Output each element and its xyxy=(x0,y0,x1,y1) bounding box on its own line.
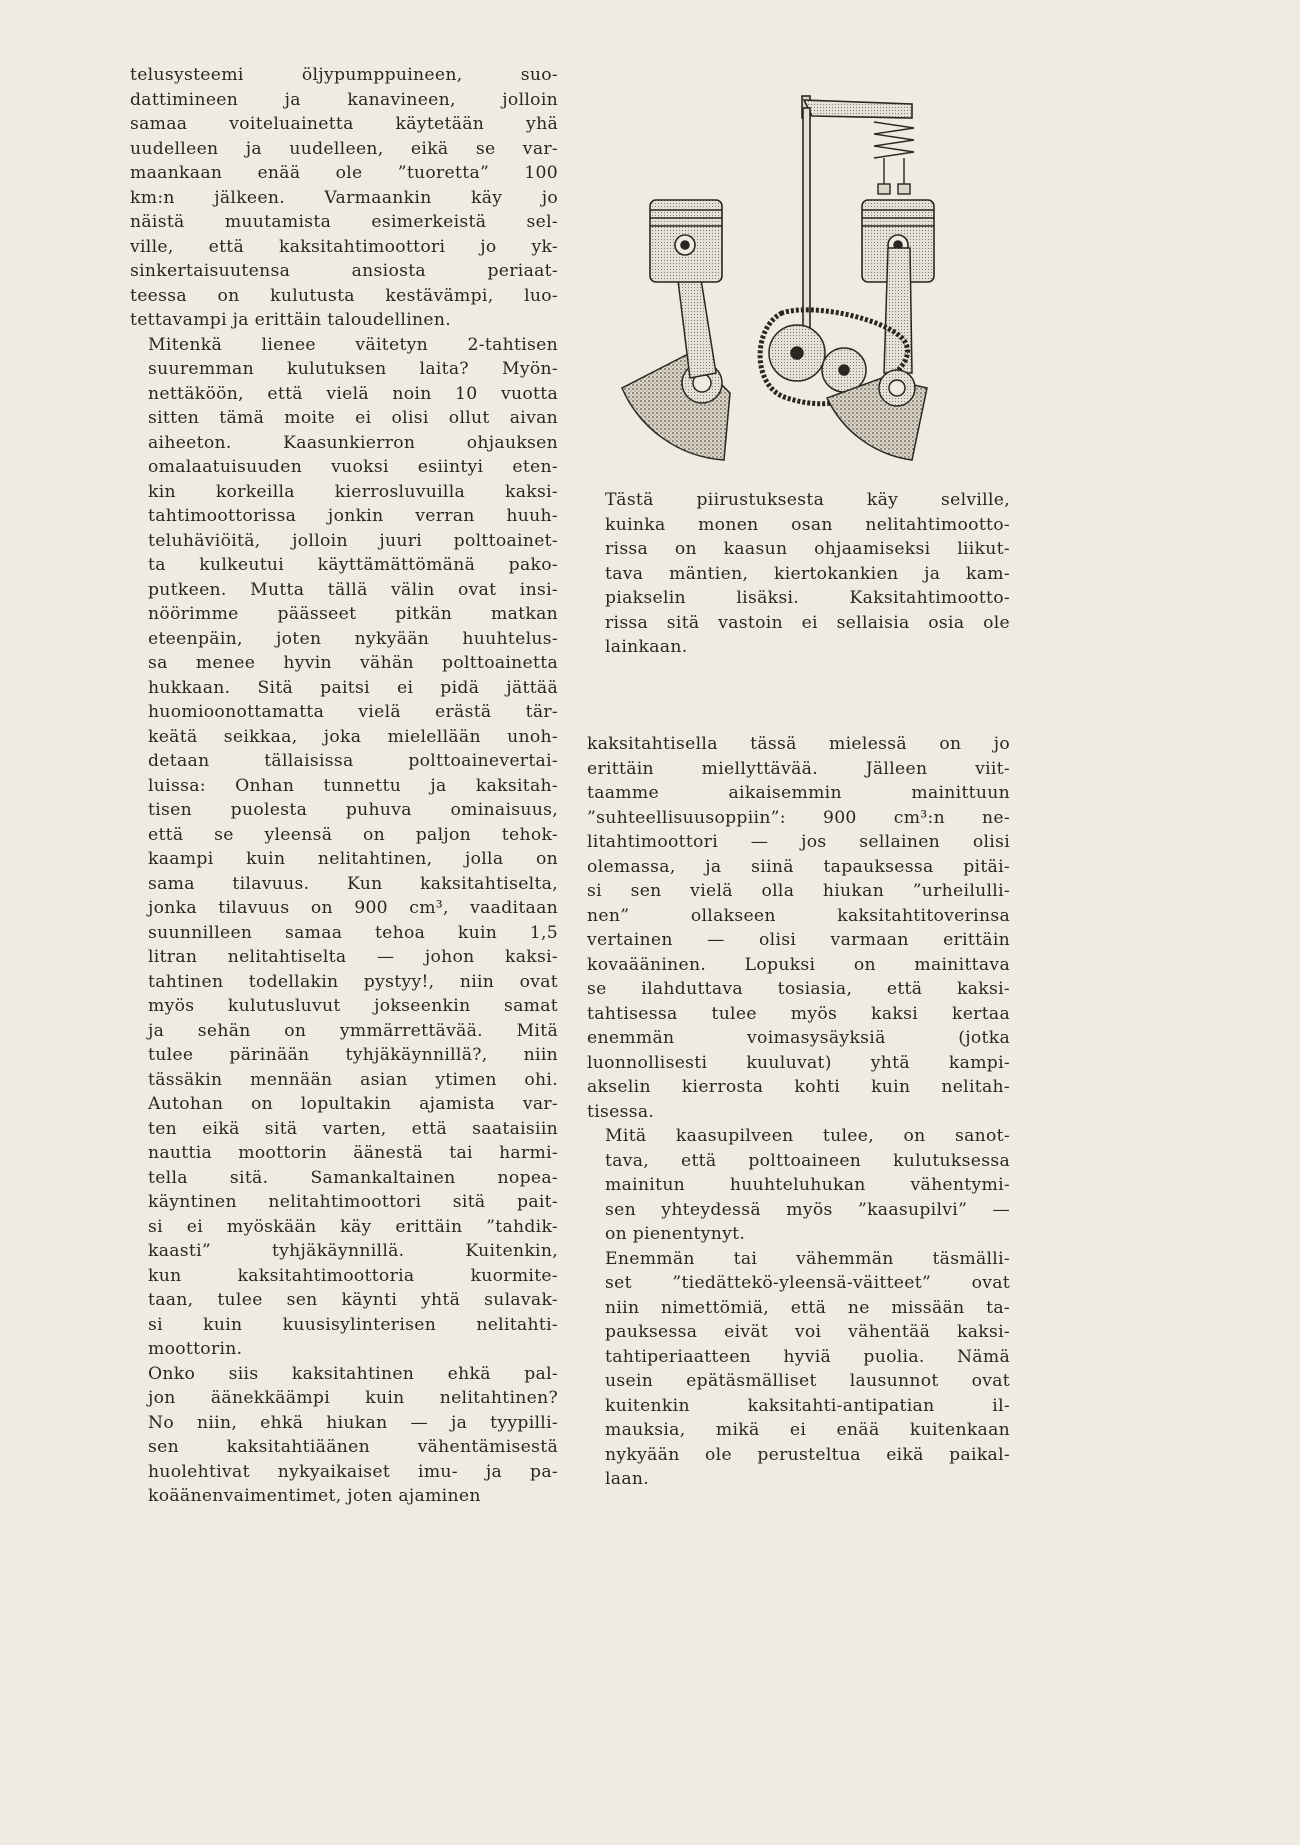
text-line: jon äänekkäämpi kuin nelitahtinen? xyxy=(148,1388,558,1408)
text-line: kovaääninen. Lopuksi on mainittava xyxy=(587,954,1010,975)
paragraph xyxy=(130,1362,558,1509)
text-line: litran nelitahtiselta — johon kaksi- xyxy=(148,947,558,967)
text-line: tisessa. xyxy=(587,1101,655,1122)
text-line: samaa voiteluainetta käytetään yhä xyxy=(130,114,558,134)
text-line: Mitenkä lienee väitetyn 2-tahtisen xyxy=(148,334,558,355)
text-line: ja sehän on ymmärrettävää. Mitä xyxy=(148,1020,558,1041)
text-line: detaan tällaisissa polttoainevertai- xyxy=(148,751,558,771)
text-line: kaasti” tyhjäkäynnillä. Kuitenkin, xyxy=(148,1241,558,1261)
text-line: tisen puolesta puhuva ominaisuus, xyxy=(148,800,558,820)
valve-springs xyxy=(874,122,914,194)
paragraph xyxy=(130,63,558,333)
text-line: Enemmän tai vähemmän täsmälli- xyxy=(605,1248,1010,1269)
four-stroke-engine-icon xyxy=(612,88,1012,473)
text-line: myös kulutusluvut jokseenkin samat xyxy=(148,996,558,1016)
text-line: ”suhteellisuusoppiin”: 900 cm³:n ne- xyxy=(587,807,1010,828)
text-line: nen” ollakseen kaksitahtitoverinsa xyxy=(587,905,1010,926)
text-line: si ei myöskään käy erittäin ”tahdik- xyxy=(148,1216,558,1237)
figure-caption xyxy=(587,488,1010,660)
left-piston xyxy=(650,200,722,282)
text-line: tahtisessa tulee myös kaksi kertaa xyxy=(587,1003,1010,1024)
text-line: se ilahduttava tosiasia, että kaksi- xyxy=(587,979,1010,999)
text-line: km:n jälkeen. Varmaankin käy jo xyxy=(130,187,558,208)
text-line: ten eikä sitä varten, että saataisiin xyxy=(148,1118,558,1139)
text-line: erittäin miellyttävää. Jälleen viit- xyxy=(587,758,1010,779)
text-line: sen yhteydessä myös ”kaasupilvi” — xyxy=(605,1199,1010,1220)
text-line: enemmän voimasysäyksiä (jotka xyxy=(587,1028,1010,1048)
text-line: moottorin. xyxy=(148,1339,243,1359)
text-line: tella sitä. Samankaltainen nopea- xyxy=(148,1167,558,1188)
text-line: nykyään ole perusteltua eikä paikal- xyxy=(605,1444,1010,1465)
text-line: tahtiperiaatteen hyviä puolia. Nämä xyxy=(605,1346,1010,1367)
text-line: olemassa, ja siinä tapauksessa pitäi- xyxy=(587,856,1010,877)
text-line: mainitun huuhteluhukan vähentymi- xyxy=(605,1175,1010,1195)
text-line: maankaan enää ole ”tuoretta” 100 xyxy=(130,163,558,183)
text-line: teluhäviöitä, jolloin juuri polttoainet- xyxy=(148,530,558,551)
text-line: taan, tulee sen käynti yhtä sulavak- xyxy=(148,1290,558,1310)
text-line: kin korkeilla kierrosluvuilla kaksi- xyxy=(148,481,558,502)
text-line: Tästä piirustuksesta käy selville, xyxy=(605,490,1010,510)
text-line: kaksitahtisella tässä mielessä on jo xyxy=(587,734,1010,754)
text-line: että se yleensä on paljon tehok- xyxy=(148,824,558,845)
text-line: taamme aikaisemmin mainittuun xyxy=(587,783,1010,803)
text-line: kaampi kuin nelitahtinen, jolla on xyxy=(148,849,558,869)
text-line: sama tilavuus. Kun kaksitahtiselta, xyxy=(148,873,558,894)
text-line: telusysteemi öljypumppuineen, suo- xyxy=(130,65,558,85)
text-line: niin nimettömiä, että ne missään ta- xyxy=(605,1297,1010,1318)
text-line: huolehtivat nykyaikaiset imu- ja pa- xyxy=(148,1461,558,1482)
text-line: tava mäntien, kiertokankien ja kam- xyxy=(605,563,1010,584)
text-line: akselin kierrosta kohti kuin nelitah- xyxy=(587,1077,1010,1097)
text-line: rissa on kaasun ohjaamiseksi liikut- xyxy=(605,539,1010,559)
right-connecting-rod xyxy=(884,248,912,373)
text-line: koäänenvaimentimet, joten ajaminen xyxy=(148,1486,481,1506)
text-line: aiheeton. Kaasunkierron ohjauksen xyxy=(148,432,558,453)
text-line: keätä seikkaa, joka mielellään unoh- xyxy=(148,726,558,747)
left-column xyxy=(130,63,558,1509)
text-line: kun kaksitahtimoottoria kuormite- xyxy=(148,1265,558,1286)
text-line: lainkaan. xyxy=(605,637,688,657)
cam-gear xyxy=(769,325,866,392)
text-line: tahtimoottorissa jonkin verran huuh- xyxy=(148,506,558,526)
text-line: hukkaan. Sitä paitsi ei pidä jättää xyxy=(148,677,558,698)
text-line: omalaatuisuuden vuoksi esiintyi eten- xyxy=(148,457,558,477)
text-line: Onko siis kaksitahtinen ehkä pal- xyxy=(148,1363,558,1384)
text-line: sen kaksitahtiäänen vähentämisestä xyxy=(148,1437,558,1457)
text-line: nettäköön, että vielä noin 10 vuotta xyxy=(148,383,558,404)
text-line: si kuin kuusisylinterisen nelitahti- xyxy=(148,1314,558,1335)
paragraph xyxy=(587,1247,1010,1492)
text-line: rissa sitä vastoin ei sellaisia osia ole xyxy=(605,612,1010,633)
paragraph xyxy=(587,732,1010,1124)
text-line: ville, että kaksitahtimoottori jo yk- xyxy=(130,236,558,257)
text-line: suuremman kulutuksen laita? Myön- xyxy=(148,359,558,379)
text-line: litahtimoottori — jos sellainen olisi xyxy=(587,832,1010,852)
paragraph xyxy=(587,1124,1010,1247)
text-line: luissa: Onhan tunnettu ja kaksitah- xyxy=(148,775,558,796)
text-line: ta kulkeutui käyttämättömänä pako- xyxy=(148,555,558,575)
text-line: usein epätäsmälliset lausunnot ovat xyxy=(605,1371,1010,1391)
text-line: on pienentynyt. xyxy=(605,1224,746,1244)
text-line: laan. xyxy=(605,1469,650,1489)
paragraph xyxy=(130,333,558,1362)
text-line: tässäkin mennään asian ytimen ohi. xyxy=(148,1069,558,1090)
text-line: kuinka monen osan nelitahtimootto- xyxy=(605,514,1010,535)
text-line: tulee pärinään tyhjäkäynnillä?, niin xyxy=(148,1045,558,1065)
text-line: luonnollisesti kuuluvat) yhtä kampi- xyxy=(587,1052,1010,1073)
text-line: nöörimme päässeet pitkän matkan xyxy=(148,604,558,624)
text-line: Autohan on lopultakin ajamista var- xyxy=(148,1094,558,1114)
right-column xyxy=(587,732,1010,1492)
text-line: sa menee hyvin vähän polttoainetta xyxy=(148,653,558,673)
paragraph xyxy=(587,488,1010,660)
text-line: vertainen — olisi varmaan erittäin xyxy=(587,930,1010,950)
text-line: pauksessa eivät voi vähentää kaksi- xyxy=(605,1322,1010,1342)
text-line: käyntinen nelitahtimoottori sitä pait- xyxy=(148,1192,558,1212)
text-line: teessa on kulutusta kestävämpi, luo- xyxy=(130,285,558,306)
text-line: uudelleen ja uudelleen, eikä se var- xyxy=(130,138,558,159)
text-line: si sen vielä olla hiukan ”urheilulli- xyxy=(587,881,1010,901)
text-line: nauttia moottorin äänestä tai harmi- xyxy=(148,1143,558,1163)
text-line: tava, että polttoaineen kulutuksessa xyxy=(605,1150,1010,1171)
text-line: Mitä kaasupilveen tulee, on sanot- xyxy=(605,1126,1010,1146)
text-line: tahtinen todellakin pystyy!, niin ovat xyxy=(148,971,558,992)
text-line: kuitenkin kaksitahti-antipatian il- xyxy=(605,1395,1010,1416)
text-line: set ”tiedättekö-yleensä-väitteet” ovat xyxy=(605,1273,1010,1293)
text-line: jonka tilavuus on 900 cm³, vaaditaan xyxy=(148,898,558,918)
text-line: piakselin lisäksi. Kaksitahtimootto- xyxy=(605,588,1010,608)
text-line: No niin, ehkä hiukan — ja tyypilli- xyxy=(148,1412,558,1433)
text-line: näistä muutamista esimerkeistä sel- xyxy=(130,212,558,232)
text-line: dattimineen ja kanavineen, jolloin xyxy=(130,89,558,110)
text-line: putkeen. Mutta tällä välin ovat insi- xyxy=(148,579,558,600)
text-line: mauksia, mikä ei enää kuitenkaan xyxy=(605,1420,1010,1440)
text-line: sitten tämä moite ei olisi ollut aivan xyxy=(148,408,558,428)
text-line: eteenpäin, joten nykyään huuhtelus- xyxy=(148,628,558,649)
engine-illustration xyxy=(612,88,1012,473)
text-line: huomioonottamatta vielä erästä tär- xyxy=(148,702,558,722)
text-line: sinkertaisuutensa ansiosta periaat- xyxy=(130,261,558,281)
text-line: suunnilleen samaa tehoa kuin 1,5 xyxy=(148,922,558,943)
text-line: tettavampi ja erittäin taloudellinen. xyxy=(130,310,451,330)
